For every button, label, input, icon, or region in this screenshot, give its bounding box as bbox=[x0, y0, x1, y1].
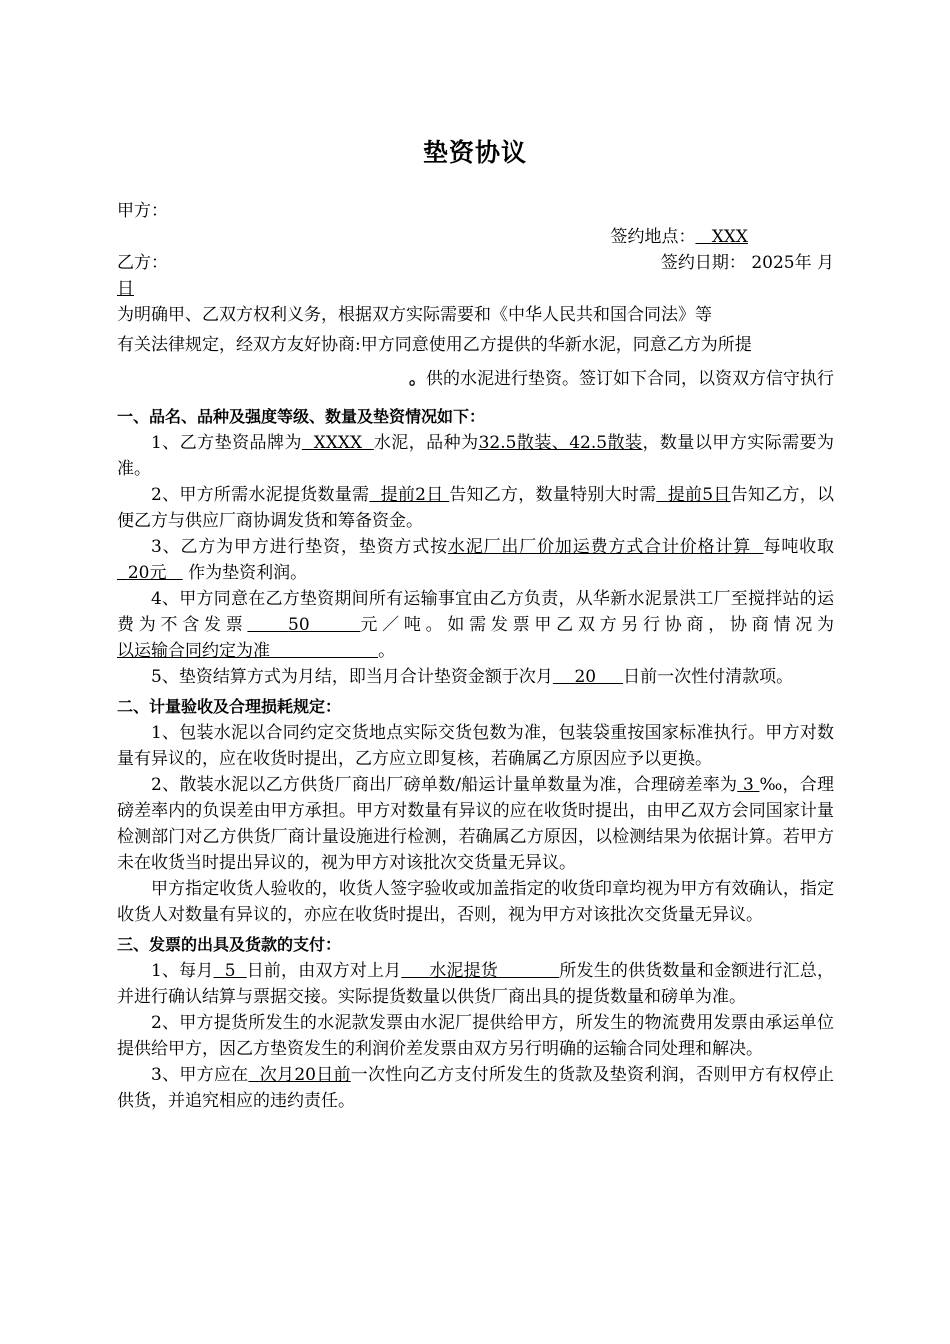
section-2-item-2: 2、散装水泥以乙方供货厂商出厂磅单数/船运计量单数量为准，合理磅差率为 3 ‰，合理磅差率内的负误差由甲方承担。甲方对数量有异议的应在收货时提出，由甲乙双方会同国家计量检测部门对乙方供货厂商计量设施进行检测，若确属乙方原因，以检测结果为依据计算。若甲方未在收货当时提出异议的，视为甲方对该批次交货量无异议。 bbox=[117, 775, 834, 873]
settlement-day-value: 20 bbox=[574, 667, 597, 687]
section-1-item-5: 5、垫资结算方式为月结，即当月合计垫资金额于次月 20 日前一次性付清款项。 bbox=[151, 667, 794, 687]
section-1-item-2: 2、甲方所需水泥提货数量需 提前2日 告知乙方，数量特别大时需 提前5日告知乙方，以便乙方与供应厂商协调发货和筹备资金。 bbox=[117, 485, 834, 531]
document-title: 垫资协议 bbox=[422, 138, 527, 167]
payment-deadline-value: 次月20日前 bbox=[259, 1065, 351, 1085]
billing-day-value: 5 bbox=[224, 961, 236, 981]
brand-value: XXXX bbox=[313, 433, 363, 453]
party-a-label: 甲方： bbox=[117, 201, 168, 221]
sign-place-value: XXX bbox=[711, 227, 748, 247]
sign-place-line bbox=[117, 224, 834, 250]
billing-item-value: 水泥提货 bbox=[429, 961, 498, 981]
sign-date-day: 日 bbox=[117, 279, 134, 299]
sign-date: 签约日期： 2025年 月 bbox=[660, 253, 834, 273]
intro-line-3: 。供的水泥进行垫资。签订如下合同，以资双方信守执行 bbox=[409, 369, 834, 389]
notice-days-large-value: 提前5日 bbox=[667, 485, 731, 505]
pricing-method-value: 水泥厂出厂价加运费方式合计价格计算 bbox=[447, 537, 752, 557]
section-1-heading: 一、品名、品种及强度等级、数量及垫资情况如下： bbox=[117, 407, 486, 426]
section-3-item-2: 2、甲方提货所发生的水泥款发票由水泥厂提供给甲方，所发生的物流费用发票由承运单位提供给甲方，因乙方垫资发生的利润价差发票由双方另行明确的运输合同处理和解决。 bbox=[117, 1013, 834, 1059]
sign-place-label: 签约地点： bbox=[610, 227, 696, 247]
section-2-item-3: 甲方指定收货人验收的，收货人签字验收或加盖指定的收货印章均视为甲方有效确认，指定收货人对数量有异议的，亦应在收货时提出，否则，视为甲方对该批次交货量无异议。 bbox=[117, 879, 834, 925]
party-a-line bbox=[117, 198, 834, 224]
sign-date-label: 签约日期： bbox=[660, 253, 746, 273]
fee-value: 20元 bbox=[127, 563, 167, 583]
section-2-heading: 二、计量验收及合理损耗规定： bbox=[117, 697, 342, 716]
party-b-label: 乙方： bbox=[117, 253, 168, 273]
section-3-heading: 三、发票的出具及货款的支付： bbox=[117, 935, 342, 954]
sign-date-year: 2025 bbox=[751, 253, 795, 273]
section-1-item-1: 1、乙方垫资品牌为 XXXX 水泥，品种为32.5散装、42.5散装，数量以甲方实际需要为准。 bbox=[117, 433, 835, 479]
section-3-item-1: 1、每月 5 日前，由双方对上月 水泥提货 所发生的供货数量和金额进行汇总，并进行确认结算与票据交接。实际提货数量以供货厂商出具的提货数量和磅单为准。 bbox=[117, 961, 835, 1007]
intro-line-1: 为明确甲、乙双方权利义务，根据双方实际需要和《中华人民共和国合同法》等 bbox=[117, 305, 712, 325]
section-3-item-3: 3、甲方应在 次月20日前一次性向乙方支付所发生的货款及垫资利润，否则甲方有权停止供货，并追究相应的违约责任。 bbox=[117, 1065, 834, 1111]
section-2-item-1: 1、包装水泥以合同约定交货地点实际交货包数为准，包装袋重按国家标准执行。甲方对数量有异议的，应在收货时提出，乙方应立即复核，若确属乙方原因应予以更换。 bbox=[117, 723, 834, 769]
section-1-item-3: 3、乙方为甲方进行垫资，垫资方式按水泥厂出厂价加运费方式合计价格计算 每吨收取 20元 作为垫资利润。 bbox=[117, 534, 834, 586]
document-body bbox=[117, 198, 834, 1114]
intro-line-2: 有关法律规定，经双方友好协商:甲方同意使用乙方提供的华新水泥，同意乙方为所提 bbox=[117, 335, 752, 355]
party-b-date-line bbox=[117, 250, 834, 276]
notice-days-value: 提前2日 bbox=[380, 485, 444, 505]
kind-value: 32.5散装、42.5散装 bbox=[478, 433, 643, 453]
section-1-item-4: 4、甲方同意在乙方垫资期间所有运输事宜由乙方负责，从华新水泥景洪工厂至搅拌站的运费为不含发票 50 元／吨。如需发票甲乙双方另行协商，协商情况为以运输合同约定为准 。 bbox=[117, 589, 834, 661]
sign-date-day-line bbox=[117, 276, 834, 302]
negotiation-value: 以运输合同约定为准 bbox=[117, 641, 270, 661]
freight-value: 50 bbox=[288, 615, 310, 635]
tolerance-value: 3 bbox=[742, 775, 754, 795]
